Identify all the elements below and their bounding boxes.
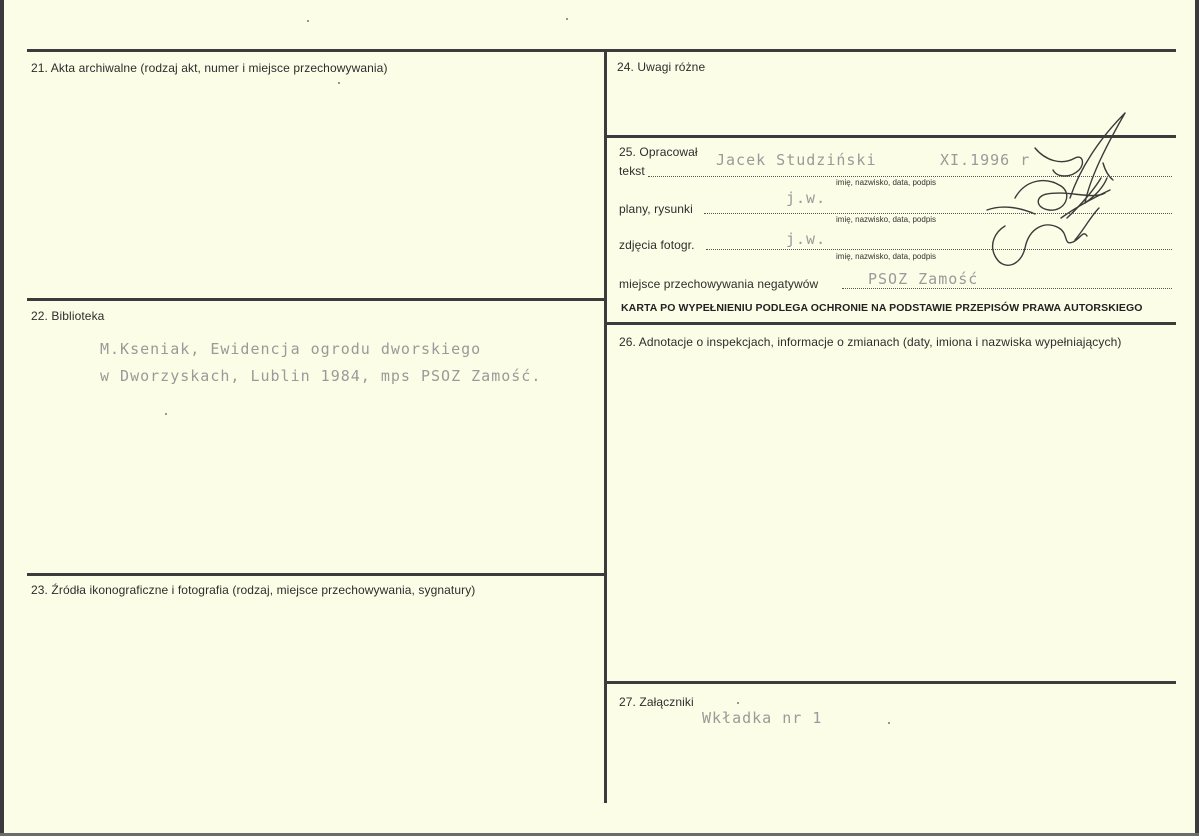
rule-s22-top bbox=[27, 298, 605, 301]
scan-speck bbox=[338, 82, 340, 84]
plany-label: plany, rysunki bbox=[619, 202, 693, 216]
scan-speck bbox=[888, 722, 890, 724]
negatywy-dotted-line bbox=[842, 288, 1172, 289]
section-27-value: Wkładka nr 1 bbox=[702, 709, 823, 727]
negatywy-value: PSOZ Zamość bbox=[868, 270, 979, 288]
section-22-entry-line-2: w Dworzyskach, Lublin 1984, mps PSOZ Zamość. bbox=[100, 367, 542, 385]
scan-speck bbox=[737, 702, 739, 704]
plany-value: j.w. bbox=[786, 189, 827, 207]
card-border-left bbox=[0, 0, 4, 836]
section-26-label: 26. Adnotacje o inspekcjach, informacje o zmianach (daty, imiona i nazwiska wypełniających) bbox=[619, 335, 1122, 349]
section-22-entry-line-1: M.Kseniak, Ewidencja ogrodu dworskiego bbox=[100, 340, 482, 358]
section-24-label: 24. Uwagi różne bbox=[617, 60, 706, 74]
handwritten-signature bbox=[975, 108, 1135, 278]
zdjecia-value: j.w. bbox=[786, 230, 827, 248]
rule-s27-top bbox=[605, 681, 1176, 684]
scan-speck bbox=[165, 413, 167, 415]
tekst-date-value: XI.1996 r bbox=[940, 151, 1031, 169]
rule-s23-top bbox=[27, 573, 605, 576]
negatywy-label: miejsce przechowywania negatywów bbox=[619, 277, 819, 291]
center-divider bbox=[604, 49, 607, 803]
rule-s26-top bbox=[605, 322, 1176, 325]
section-21-label: 21. Akta archiwalne (rodzaj akt, numer i miejsce przechowywania) bbox=[31, 61, 388, 75]
scan-speck bbox=[566, 18, 568, 20]
zdjecia-caption: imię, nazwisko, data, podpis bbox=[836, 252, 937, 261]
card-border-right bbox=[1195, 0, 1199, 836]
tekst-label: tekst bbox=[619, 164, 645, 178]
tekst-author-value: Jacek Studziński bbox=[716, 151, 877, 169]
section-25-label: 25. Opracował bbox=[619, 145, 698, 159]
section-23-label: 23. Źródła ikonograficzne i fotografia (rodzaj, miejsce przechowywania, sygnatury) bbox=[31, 583, 476, 597]
tekst-caption: imię, nazwisko, data, podpis bbox=[836, 178, 937, 187]
section-22-label: 22. Biblioteka bbox=[31, 309, 105, 323]
plany-caption: imię, nazwisko, data, podpis bbox=[836, 215, 937, 224]
scan-speck bbox=[307, 20, 309, 22]
rule-top bbox=[27, 49, 1176, 52]
section-27-label: 27. Załączniki bbox=[619, 695, 694, 709]
copyright-notice: KARTA PO WYPEŁNIENIU PODLEGA OCHRONIE NA PODSTAWIE PRZEPISÓW PRAWA AUTORSKIEGO bbox=[621, 302, 1143, 314]
zdjecia-label: zdjęcia fotogr. bbox=[619, 238, 695, 252]
